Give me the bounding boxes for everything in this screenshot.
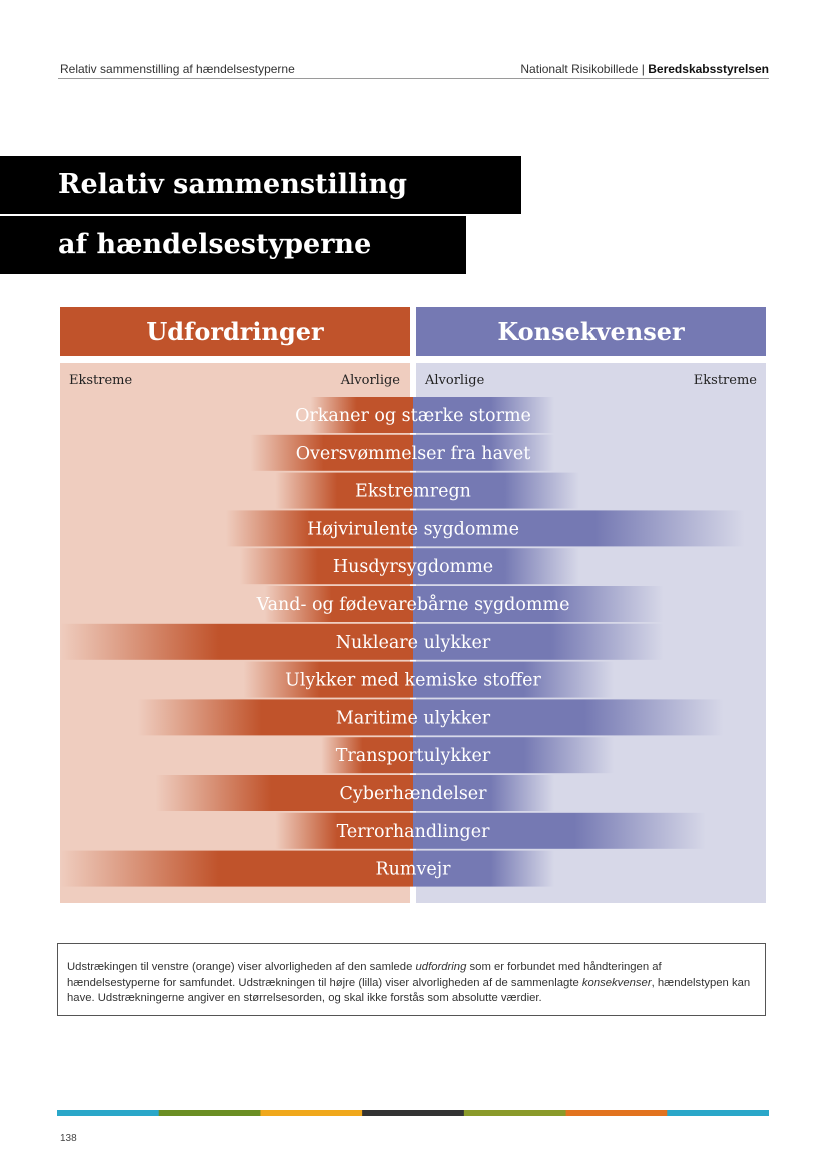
- right-panel-title: Konsekvenser: [497, 317, 685, 346]
- footer-color-strip: [57, 1110, 769, 1116]
- bar-category-label: Maritime ulykker: [335, 708, 491, 729]
- left-label-extreme: Ekstreme: [69, 373, 133, 388]
- page-number: 138: [60, 1133, 77, 1144]
- chart-note: [57, 943, 766, 1016]
- publisher-name: Nationalt Risikobillede |: [520, 62, 649, 76]
- footer-strip-segment: [260, 1110, 363, 1116]
- bar-category-label: Husdyrsygdomme: [332, 557, 494, 578]
- footer-strip-segment: [362, 1110, 465, 1116]
- bar-category-label: Transportulykker: [335, 746, 491, 767]
- note-text-2: som er forbundet med håndteringen af hændelsestyperne for samfundet. Udstrækningen til højre (lilla) viser alvorligheden af de sammenlagte: [67, 961, 662, 989]
- bar-category-label: Vand- og fødevarebårne sygdomme: [256, 595, 570, 615]
- left-panel-title: Udfordringer: [146, 317, 324, 346]
- chart-svg: [60, 307, 766, 903]
- right-label-extreme: Ekstreme: [693, 373, 757, 388]
- left-label-severe: Alvorlige: [340, 373, 400, 388]
- running-header-title: Relativ sammenstilling af hændelsestyperne: [60, 62, 295, 76]
- bar-category-label: Cyberhændelser: [339, 784, 487, 804]
- right-label-severe: Alvorlige: [425, 373, 485, 388]
- page-title-line-1: Relativ sammenstilling: [0, 156, 521, 214]
- bar-category-label: Nukleare ulykker: [335, 632, 491, 653]
- note-emphasis-udfordring: udfordring: [415, 961, 467, 973]
- publisher-agency: Beredskabsstyrelsen: [648, 62, 769, 76]
- note-text-1: Udstrækingen til venstre (orange) viser alvorligheden af den samlede: [67, 961, 416, 973]
- footer-strip-segment: [667, 1110, 769, 1116]
- footer-strip-segment: [57, 1110, 160, 1116]
- bar-category-label: Terrorhandlinger: [336, 821, 490, 842]
- bar-category-label: Orkaner og stærke storme: [295, 406, 531, 426]
- header-rule: [58, 78, 769, 79]
- note-emphasis-konsekvenser: konsekvenser: [581, 976, 652, 989]
- bar-udfordringer: [60, 851, 413, 887]
- bar-category-label: Højvirulente sygdomme: [307, 519, 519, 540]
- footer-strip-segment: [464, 1110, 567, 1116]
- bar-category-label: Ekstremregn: [355, 481, 471, 502]
- diverging-bar-chart: [60, 307, 766, 903]
- footer-strip-segment: [159, 1110, 262, 1116]
- page-title-line-2: af hændelsestyperne: [0, 216, 466, 274]
- running-header-publisher: [520, 62, 769, 76]
- footer-strip-segment: [566, 1110, 669, 1116]
- note-text-3: , hændelstypen kan have. Udstrækningerne angiver en størrelsesorden, og skal ikke forstås som absolutte værdier.: [67, 976, 751, 1004]
- bar-category-label: Oversvømmelser fra havet: [295, 443, 531, 464]
- bar-category-label: Rumvejr: [375, 859, 451, 880]
- bar-category-label: Ulykker med kemiske stoffer: [285, 670, 541, 691]
